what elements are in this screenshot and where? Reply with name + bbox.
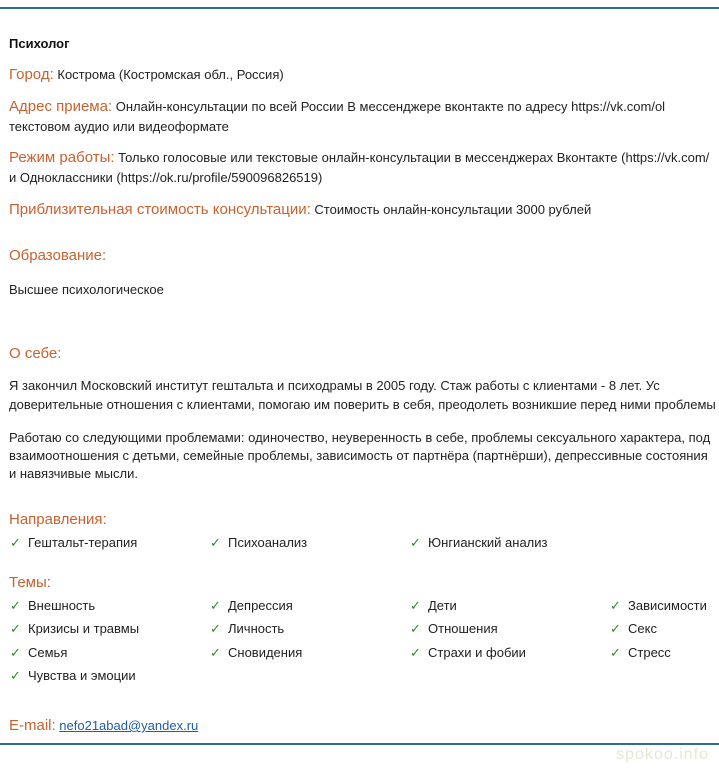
topics-heading: Темы: (9, 574, 51, 591)
topic-item: ✓ Чувства и эмоции (10, 668, 136, 683)
topic-item: ✓ Кризисы и травмы (10, 621, 140, 636)
topic-item: ✓ Семья (10, 645, 68, 660)
address-label: Адрес приема: (9, 98, 113, 115)
topic-item: ✓ Зависимости (610, 598, 707, 613)
page-title: Психолог (9, 36, 70, 51)
city-label: Город: (9, 66, 54, 83)
topic-item: ✓ Внешность (10, 598, 96, 613)
about-paragraph-2-end: и навязчивые мысли. (9, 466, 138, 481)
top-divider (0, 7, 719, 9)
schedule-row (9, 149, 709, 166)
schedule-value: Только голосовые или текстовые онлайн-консультации в мессенджерах Вконтакте (https://vk.com/ (118, 150, 710, 165)
checkmark-icon: ✓ (210, 645, 221, 660)
checkmark-icon: ✓ (410, 645, 421, 660)
topic-item: ✓ Дети (410, 598, 457, 613)
email-link[interactable]: nefo21abad@yandex.ru (59, 718, 199, 733)
topic-item: ✓ Сновидения (210, 645, 303, 660)
checkmark-icon: ✓ (610, 621, 621, 636)
address-value: Онлайн-консультации по всей России В мессенджере вконтакте по адресу https://vk.com/ol (115, 99, 666, 114)
checkmark-icon: ✓ (410, 598, 421, 613)
price-row (9, 201, 591, 218)
about-paragraph-2: Работаю со следующими проблемами: одиночество, неуверенность в себе, проблемы сексуального характера, под (9, 430, 711, 445)
topic-item: ✓ Страхи и фобии (410, 645, 526, 660)
email-row (9, 717, 198, 734)
checkmark-icon: ✓ (210, 535, 221, 550)
topic-item: ✓ Стресс (610, 645, 671, 660)
topic-item: ✓ Личность (210, 621, 285, 636)
watermark: spokoo.info (616, 746, 709, 763)
about-heading: О себе: (9, 345, 62, 362)
topic-item: ✓ Отношения (410, 621, 498, 636)
email-label: E-mail: (9, 717, 56, 734)
price-value: Стоимость онлайн-консультации 3000 рублей (314, 202, 592, 217)
checkmark-icon: ✓ (410, 621, 421, 636)
schedule-value-cont: и Одноклассники (https://ok.ru/profile/590096826519) (9, 170, 323, 185)
price-label: Приблизительная стоимость консультации: (9, 201, 311, 218)
schedule-label: Режим работы: (9, 149, 115, 166)
direction-item: ✓ Гештальт-терапия (10, 535, 138, 550)
checkmark-icon: ✓ (10, 598, 21, 613)
address-row (9, 98, 665, 115)
direction-item: ✓ Юнгианский анализ (410, 535, 548, 550)
topic-item: ✓ Секс (610, 621, 657, 636)
direction-item: ✓ Психоанализ (210, 535, 308, 550)
about-paragraph-1-cont: доверительные отношения с клиентами, помогаю им поверить в себя, преодолеть возникшие перед ними проблемы (9, 397, 716, 412)
checkmark-icon: ✓ (410, 535, 421, 550)
city-row (9, 66, 284, 83)
topic-item: ✓ Депрессия (210, 598, 293, 613)
checkmark-icon: ✓ (210, 621, 221, 636)
about-paragraph-1: Я закончил Московский институт гештальта и психодрамы в 2005 году. Стаж работы с клиентами - 8 лет. Ус (9, 378, 660, 393)
checkmark-icon: ✓ (10, 668, 21, 683)
city-value: Кострома (Костромская обл., Россия) (57, 67, 284, 82)
checkmark-icon: ✓ (610, 598, 621, 613)
bottom-divider (0, 743, 719, 745)
about-paragraph-2-cont: взаимоотношения с детьми, семейные проблемы, зависимость от партнёра (партнёрши), депрессивные состояния (9, 448, 708, 463)
checkmark-icon: ✓ (10, 621, 21, 636)
directions-heading: Направления: (9, 511, 107, 528)
education-heading: Образование: (9, 247, 107, 264)
education-text: Высшее психологическое (9, 282, 164, 297)
checkmark-icon: ✓ (10, 535, 21, 550)
checkmark-icon: ✓ (610, 645, 621, 660)
checkmark-icon: ✓ (10, 645, 21, 660)
checkmark-icon: ✓ (210, 598, 221, 613)
address-value-cont: текстовом аудио или видеоформате (9, 119, 229, 134)
